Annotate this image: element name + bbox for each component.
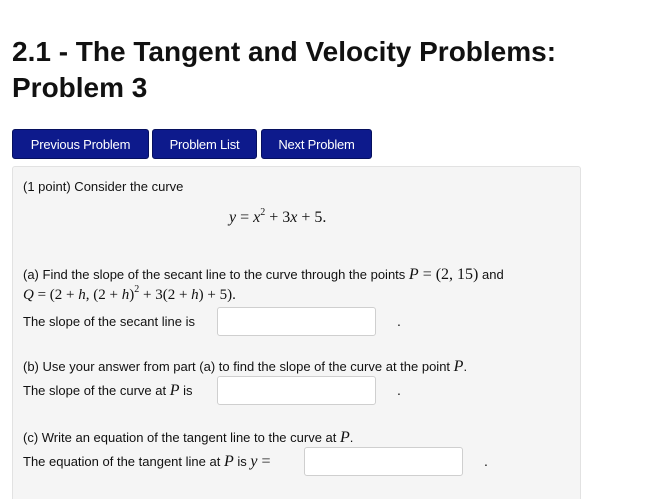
problem-panel: [12, 166, 581, 499]
page-title: 2.1 - The Tangent and Velocity Problems: Problem 3: [12, 36, 557, 103]
part-a-question: (a) Find the slope of the secant line to the curve through the points P = (2, 15) and: [23, 266, 504, 283]
curve-slope-input[interactable]: [217, 376, 376, 405]
part-b-prompt: The slope of the curve at P is: [23, 382, 193, 399]
part-b-question: (b) Use your answer from part (a) to find the slope of the curve at the point P.: [23, 358, 468, 375]
part-a-period: .: [397, 313, 401, 329]
next-problem-button[interactable]: Next Problem: [261, 129, 372, 159]
problem-list-button[interactable]: Problem List: [152, 129, 257, 159]
part-c-prompt: The equation of the tangent line at P is y =: [23, 453, 271, 470]
previous-problem-button[interactable]: Previous Problem: [12, 129, 149, 159]
curve-equation: $y = x^2 + 3x + 5$.: [229, 207, 327, 226]
point-q-definition: Q = (2 + h, $(2 + h)^2 + 3(2 + h) + 5$).: [23, 284, 236, 303]
problem-intro: (1 point) Consider the curve: [23, 179, 184, 194]
part-b-period: .: [397, 382, 401, 398]
part-c-question: (c) Write an equation of the tangent line to the curve at P.: [23, 429, 354, 446]
secant-slope-input[interactable]: [217, 307, 376, 336]
part-c-period: .: [484, 453, 488, 469]
part-a-prompt: The slope of the secant line is: [23, 314, 195, 329]
tangent-equation-input[interactable]: [304, 447, 463, 476]
